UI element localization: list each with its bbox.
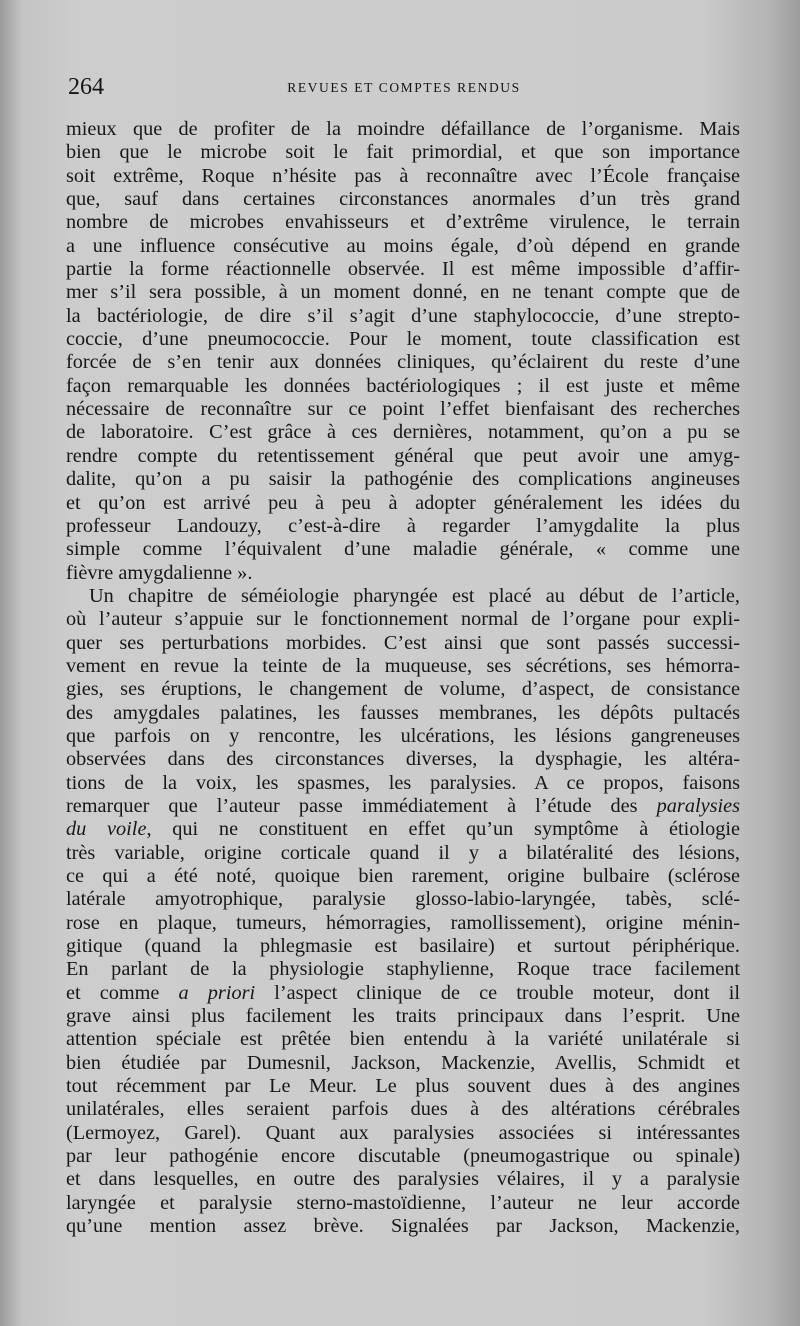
text-line: bien que le microbe soit le fait primordial, et que son importance [66, 141, 740, 164]
text-line: fièvre amygdalienne ». [66, 561, 253, 584]
text-line [66, 818, 740, 841]
text-line: observées dans des circonstances diverses, la dysphagie, les altéra- [66, 748, 740, 771]
text-line: partie la forme réactionnelle observée. Il est même impossible d’affir- [66, 258, 740, 281]
text-line: attention spéciale est prêtée bien entendu à la variété unilatérale si [66, 1028, 740, 1051]
text-line: grave ainsi plus facilement les traits principaux dans l’esprit. Une [66, 1005, 740, 1028]
text-line: coccie, d’une pneumococcie. Pour le moment, toute classification est [66, 328, 740, 351]
text-line: vement en revue la teinte de la muqueuse, ses sécrétions, ses hémorra- [66, 654, 740, 677]
text-line: simple comme l’équivalent d’une maladie générale, « comme une [66, 538, 740, 561]
text-line: ce qui a été noté, quoique bien rarement, origine bulbaire (sclérose [66, 865, 740, 887]
text-line: des amygdales palatines, les fausses membranes, les dépôts pultacés [66, 701, 740, 724]
text-line [66, 795, 740, 818]
text-line: la bactériologie, de dire s’il s’agit d’une staphylococcie, d’une strepto- [66, 304, 740, 327]
text-line: quer ses perturbations morbides. C’est ainsi que sont passés successi- [66, 631, 740, 654]
text-line: bien étudiée par Dumesnil, Jackson, Mackenzie, Avellis, Schmidt et [66, 1051, 740, 1074]
page-number: 264 [68, 74, 104, 100]
text-fragment: l’aspect clinique de ce trouble moteur, dont il [274, 981, 740, 1004]
italic-term: paralysies [656, 794, 741, 817]
running-head: REVUES ET COMPTES RENDUS [287, 80, 521, 95]
text-fragment: , qui ne constituent en effet qu’un symptôme à étiologie [146, 818, 741, 841]
italic-term: a priori [178, 981, 256, 1004]
text-line: très variable, origine corticale quand il y a bilatéralité des lésions, [66, 841, 740, 864]
italic-term: du voile [66, 818, 147, 841]
text-line: mer s’il sera possible, à un moment donné, en ne tenant compte que de [66, 281, 740, 304]
text-line: mieux que de profiter de la moindre défaillance de l’organisme. Mais [66, 118, 740, 140]
text-line: dalite, qu’on a pu saisir la pathogénie des complications angineuses [66, 468, 740, 491]
body-text [66, 118, 740, 1239]
text-line: forcée de s’en tenir aux données cliniques, qu’éclairent du reste d’une [66, 351, 740, 374]
text-line: soit extrême, Roque n’hésite pas à reconnaître avec l’École française [66, 164, 740, 187]
text-fragment: et comme [66, 981, 160, 1004]
text-line: rose en plaque, tumeurs, hémorragies, ramollissement), origine ménin- [66, 911, 740, 934]
text-line: et dans lesquelles, en outre des paralysies vélaires, il y a paralysie [66, 1168, 740, 1191]
text-line: professeur Landouzy, c’est-à-dire à regarder l’amygdalite la plus [66, 514, 740, 537]
text-line: de laboratoire. C’est grâce à ces dernières, notamment, qu’on a pu se [66, 421, 740, 444]
text-line: nombre de microbes envahisseurs et d’extrême virulence, le terrain [66, 211, 740, 234]
paragraph-1 [66, 118, 740, 585]
text-line: Un chapitre de séméiologie pharyngée est placé au début de l’article, [89, 584, 740, 607]
text-line: et qu’on est arrivé peu à peu à adopter généralement les idées du [66, 491, 740, 514]
text-line: En parlant de la physiologie staphylienne, Roque trace facilement [66, 958, 740, 981]
text-line: rendre compte du retentissement général que peut avoir une amyg- [66, 444, 740, 467]
paragraph-2 [66, 585, 740, 1239]
text-line: que, sauf dans certaines circonstances anormales d’un très grand [66, 188, 740, 211]
text-line: gies, ses éruptions, le changement de volume, d’aspect, de consistance [66, 678, 740, 701]
text-line: nécessaire de reconnaître sur ce point l’effet bienfaisant des recherches [66, 398, 740, 421]
text-line: où l’auteur s’appuie sur le fonctionnement normal de l’organe pour expli- [66, 608, 740, 631]
text-line: a une influence consécutive au moins égale, d’où dépend en grande [66, 234, 740, 257]
text-line: par leur pathogénie encore discutable (pneumogastrique ou spinale) [66, 1145, 740, 1168]
page-header [68, 72, 740, 102]
text-line: latérale amyotrophique, paralysie glosso-labio-laryngée, tabès, sclé- [66, 888, 740, 911]
text-line [66, 982, 740, 1005]
text-line: façon remarquable les données bactériologiques ; il est juste et même [66, 374, 740, 397]
text-line: laryngée et paralysie sterno-mastoïdienne, l’auteur ne leur accorde [66, 1191, 740, 1214]
text-line: que parfois on y rencontre, les ulcérations, les lésions gangreneuses [66, 724, 740, 747]
text-line: tout récemment par Le Meur. Le plus souvent dues à des angines [66, 1075, 740, 1098]
text-line: unilatérales, elles seraient parfois dues à des altérations cérébrales [66, 1098, 740, 1121]
text-fragment: remarquer que l’auteur passe immédiatement à l’étude des [66, 794, 638, 817]
text-line: qu’une mention assez brève. Signalées par Jackson, Mackenzie, [66, 1215, 740, 1238]
text-line: gitique (quand la phlegmasie est basilaire) et surtout périphérique. [66, 935, 740, 958]
text-line: tions de la voix, les spasmes, les paralysies. A ce propos, faisons [66, 771, 740, 794]
text-line: (Lermoyez, Garel). Quant aux paralysies associées si intéressantes [66, 1121, 740, 1144]
